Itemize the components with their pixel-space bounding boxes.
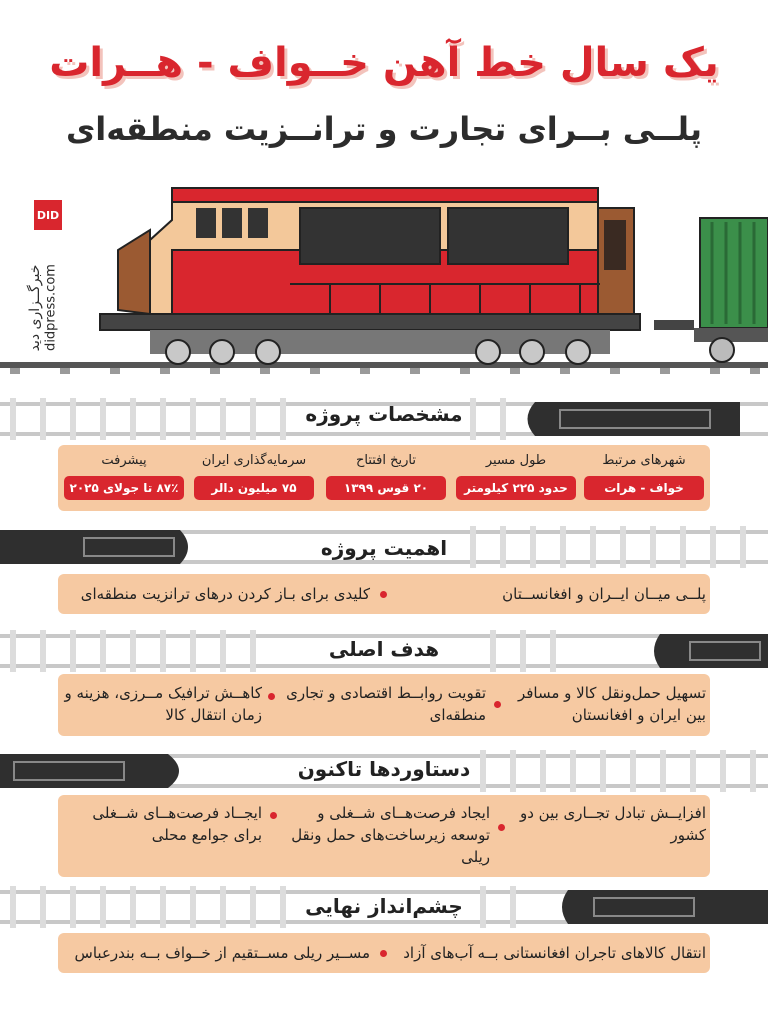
spec-value: ۷۵ میلیون دالر: [194, 476, 314, 500]
section-title-specs: مشخصات پروژه: [305, 402, 463, 426]
section-title-achievements: دستاوردها تاکنون: [297, 757, 471, 781]
locomotive-illustration: [0, 180, 768, 380]
spec-value: ۲۰ قوس ۱۳۹۹: [326, 476, 446, 500]
spec-label: پیشرفت: [101, 453, 147, 468]
goal-item: کاهــش ترافیک مــرزی، هزینه و زمان انتقال کالا: [64, 684, 262, 724]
spec-item-investment: [194, 453, 314, 500]
page-subtitle: پلــی بــرای تجارت و ترانــزیت منطقه‌ای: [65, 110, 703, 148]
achievement-item: ایجــاد فرصت‌هــای شــغلی برای جوامع محلی: [92, 804, 262, 844]
spec-label: طول مسیر: [485, 453, 547, 468]
spec-item-length: [456, 453, 576, 500]
brand-url: didpress.com: [43, 264, 59, 351]
goal-item: تسهیل حمل‌ونقل کالا و مسافر بین ایران و افغانستان: [517, 684, 706, 724]
spec-item-cities: [584, 453, 704, 500]
section-title-vision: چشم‌انداز نهایی: [305, 894, 463, 918]
section-title-goal: هدف اصلی: [328, 637, 440, 661]
spec-label: سرمایه‌گذاری ایران: [201, 453, 307, 468]
bullet-dot: [498, 824, 505, 831]
importance-item: کلیدی برای بـاز کردن درهای ترانزیت منطقه‌ای: [80, 585, 370, 603]
bullet-dot: [380, 591, 387, 598]
bullet-dot: [268, 693, 275, 700]
bullet-dot: [270, 812, 277, 819]
achievement-item: ایجاد فرصت‌هــای شــغلی و توسعه زیرساخت‌های حمل ونقل ریلی: [291, 804, 490, 866]
brand-name: خبرگــزاری دید: [27, 264, 43, 352]
spec-item-opening-date: [326, 453, 446, 500]
page-title: یک سال خط آهن خــواف - هــرات: [49, 40, 719, 86]
brand-logo: DID: [34, 200, 62, 230]
achievement-item: افزایــش تبادل تجــاری بین دو کشور: [519, 804, 706, 844]
bullet-dot: [494, 701, 501, 708]
bullet-dot: [380, 950, 387, 957]
vision-item: مســیر ریلی مســتقیم از خــواف بــه بندرعباس: [74, 944, 370, 962]
spec-value: ۸۷٪ تا جولای ۲۰۲۵: [64, 476, 184, 500]
goal-item: تقویت روابــط اقتصادی و تجاری منطقه‌ای: [286, 684, 486, 724]
spec-value: خواف - هرات: [584, 476, 704, 500]
spec-label: تاریخ افتتاح: [355, 453, 417, 468]
spec-label: شهرهای مرتبط: [602, 453, 686, 468]
importance-item: پلــی میــان ایــران و افغانســتان: [502, 585, 706, 603]
spec-value: حدود ۲۲۵ کیلومتر: [456, 476, 576, 500]
section-title-importance: اهمیت پروژه: [320, 536, 448, 560]
vision-item: انتقال کالاهای تاجران افغانستانی بــه آب‌های آزاد: [403, 944, 706, 962]
spec-item-progress: [64, 453, 184, 500]
